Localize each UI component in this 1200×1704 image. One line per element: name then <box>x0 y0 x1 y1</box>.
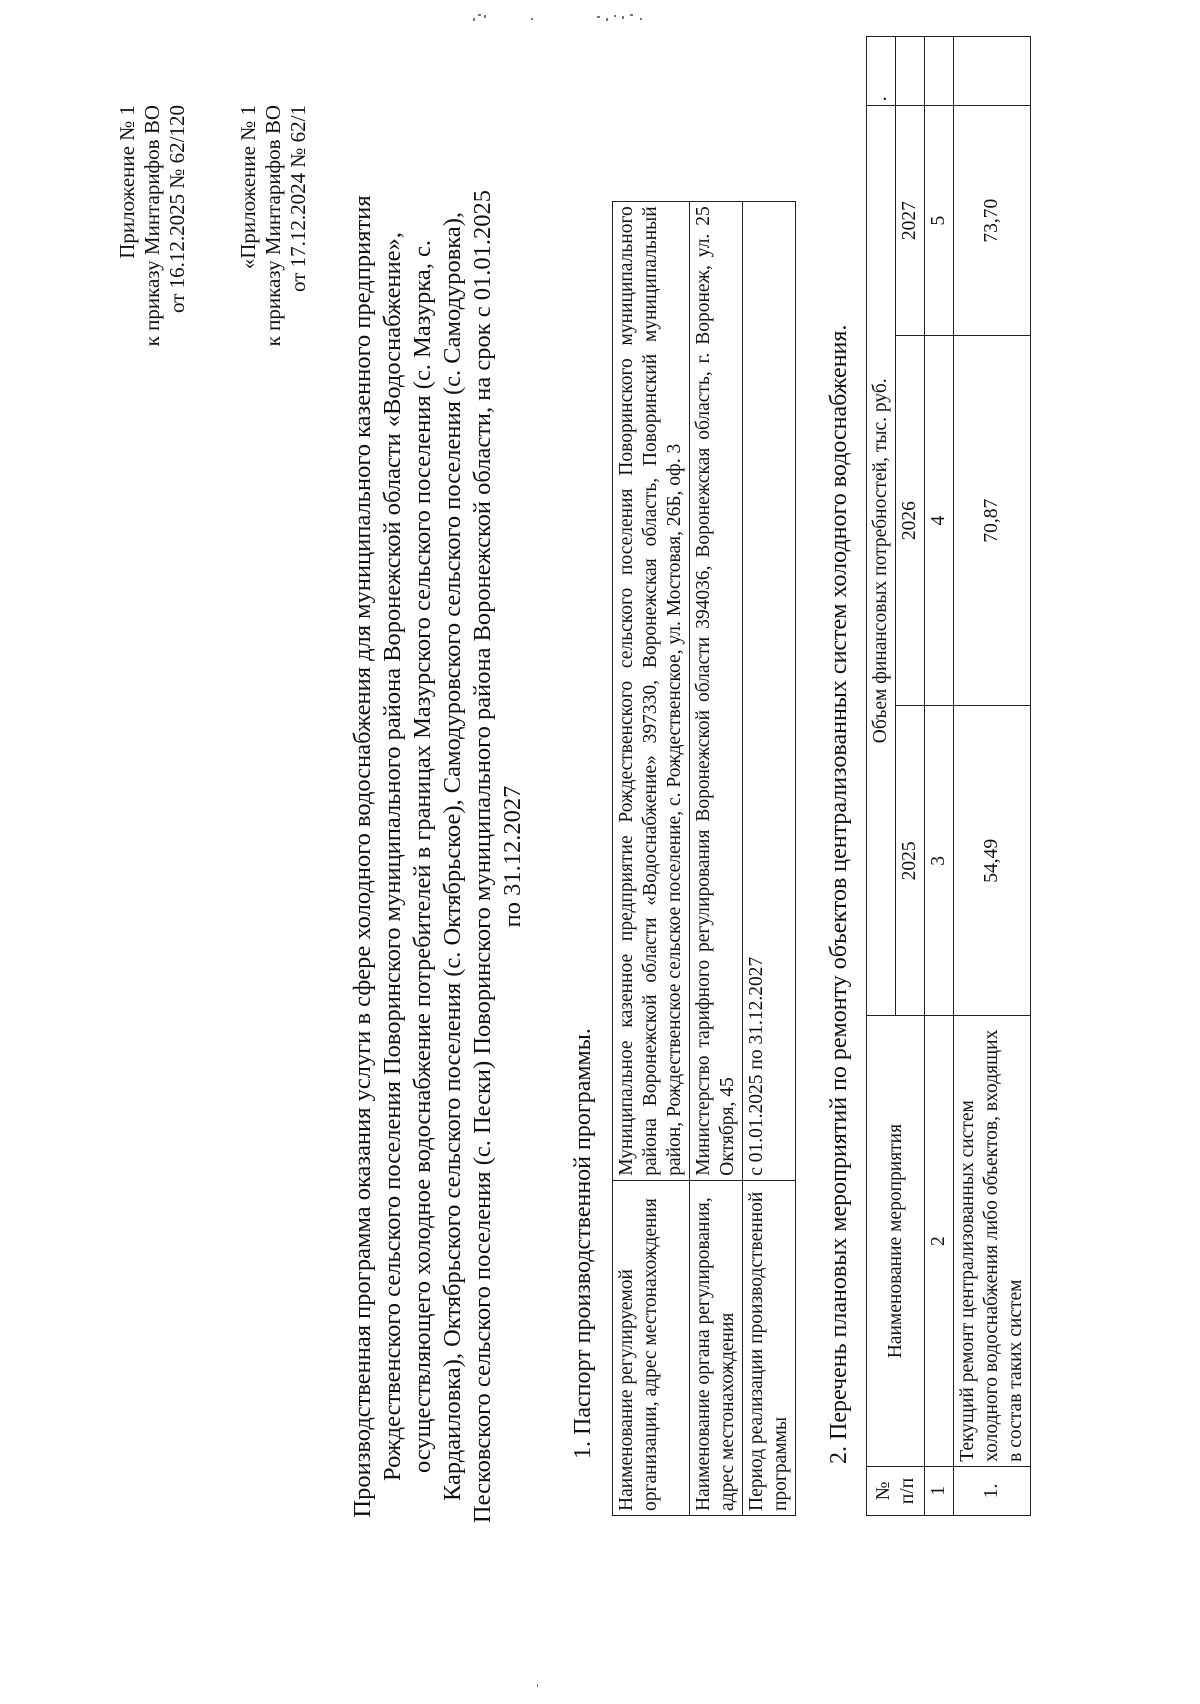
passport-label: Наименование органа регулирования, адрес местонахождения <box>690 1180 743 1515</box>
margin-cell <box>925 37 954 106</box>
passport-value: с 01.01.2025 по 31.12.2027 <box>743 202 796 1180</box>
column-number: 1 <box>925 1466 954 1515</box>
value-2026: 70,87 <box>954 336 1031 706</box>
section2-title: 2. Перечень плановых мероприятий по ремонту объектов централизованных систем холодного водоснабжения. <box>826 324 852 1464</box>
header-margin-cell: . <box>867 37 896 106</box>
column-header-number: № п/п <box>867 1466 925 1515</box>
passport-label: Период реализации производственной программы <box>743 1180 796 1515</box>
table-row <box>613 174 690 1516</box>
appendix-line: к приказу Минтарифов ВО <box>140 105 164 347</box>
table-header-row <box>867 37 896 1516</box>
appendix-header-previous <box>236 105 311 346</box>
column-header-activity: Наименование мероприятия <box>867 1016 925 1467</box>
table-row <box>743 174 796 1516</box>
column-header-volume: Объем финансовых потребностей, тыс. руб. <box>867 106 896 1016</box>
table-margin-column <box>613 174 796 202</box>
header-margin-cell <box>896 37 925 106</box>
section1-title: 1. Паспорт производственной программы. <box>570 1028 596 1459</box>
row-number: 1. <box>954 1466 1031 1515</box>
column-number-row <box>925 37 954 1516</box>
appendix-line: Приложение № 1 <box>115 105 139 259</box>
repair-plan-table <box>866 36 1031 1516</box>
passport-value: Муниципальное казенное предприятие Рождественского сельского поселения Поворинского муниципального района Воронежской области «Водоснабжение» 397330, Воронежская область, Поворинский муниципальный район, Рождественское сельское поселение, с. Рождественское, ул. Мостовая, 26Б, оф. 3 <box>613 202 690 1180</box>
value-2025: 54,49 <box>954 706 1031 1016</box>
year-header: 2025 <box>896 706 925 1016</box>
value-2027: 73,70 <box>954 106 1031 336</box>
activity-name: Текущий ремонт централизованных систем холодного водоснабжения либо объектов, входящих в состав таких систем <box>954 1016 1031 1467</box>
column-number: 2 <box>925 1016 954 1467</box>
table-row <box>690 174 743 1516</box>
column-number: 3 <box>925 706 954 1016</box>
column-number: 5 <box>925 106 954 336</box>
column-number: 4 <box>925 336 954 706</box>
appendix-line: «Приложение № 1 <box>236 105 260 270</box>
year-header: 2027 <box>896 106 925 336</box>
margin-cell <box>954 37 1031 106</box>
appendix-line: от 16.12.2025 № 62/120 <box>165 105 189 314</box>
document-title: Производственная программа оказания услуги в сфере холодного водоснабжения для муниципального казенного предприятия Рождественского сельского поселения Поворинского муниципального района Воронежской области «Водоснабжение», осуществляющего холодное водоснабжение потребителей в границах Мазурского сельского поселения (с. Мазурка, с. Кардаиловка), Октябрьского сельского поселения (с. Октябрьское), Самодуровского сельского поселения (с. Самодуровка), Песковского сельского поселения (с. Пески) Поворинского муниципального района Воронежской области, на срок с 01.01.2025 по 31.12.2027 <box>349 189 526 1524</box>
passport-value: Министерство тарифного регулирования Воронежской области 394036, Воронежская область, г. Воронеж, ул. 25 Октября, 45 <box>690 202 743 1180</box>
table-row <box>954 37 1031 1516</box>
passport-table <box>612 174 796 1516</box>
appendix-line: от 17.12.2024 № 62/1 <box>286 105 310 293</box>
appendix-header-current <box>115 105 190 346</box>
appendix-line: к приказу Минтарифов ВО <box>261 105 285 347</box>
passport-label: Наименование регулируемой организации, адрес местонахождения <box>613 1180 690 1515</box>
year-header: 2026 <box>896 336 925 706</box>
